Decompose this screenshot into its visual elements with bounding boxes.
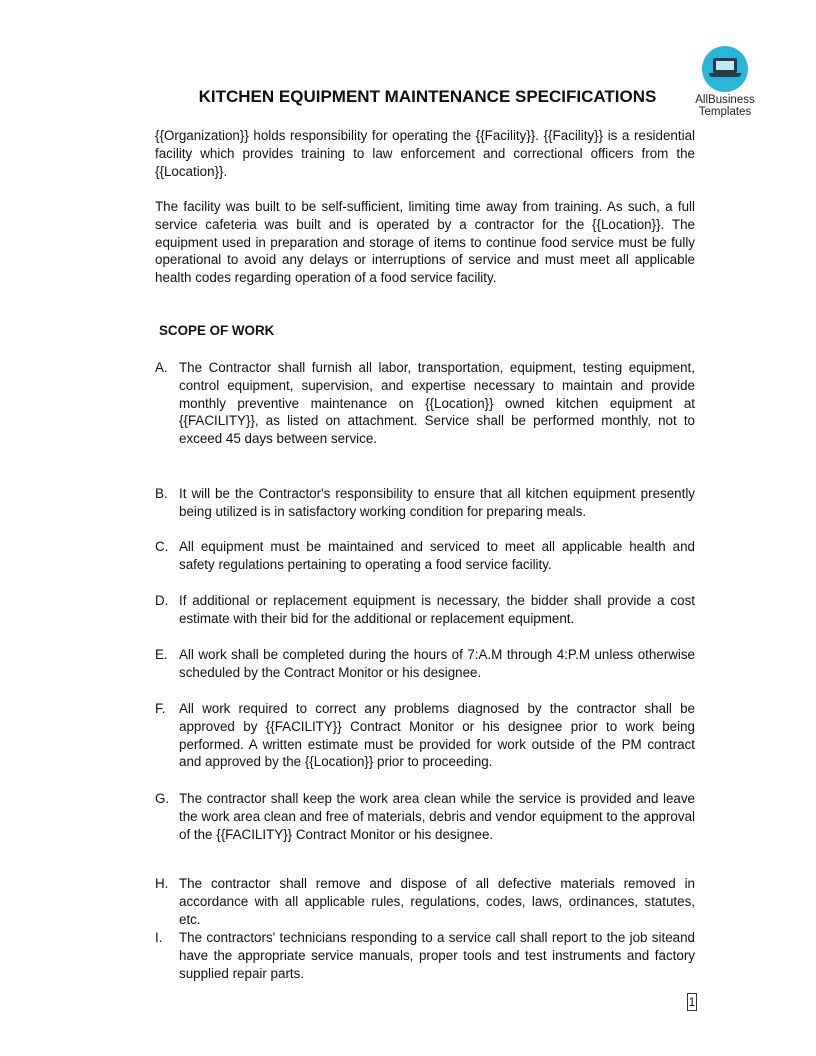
scope-item-a <box>155 359 695 448</box>
item-letter: A. <box>155 360 168 375</box>
item-letter: E. <box>155 647 168 662</box>
item-letter: B. <box>155 486 168 501</box>
document-title: KITCHEN EQUIPMENT MAINTENANCE SPECIFICATIONS <box>198 87 657 106</box>
item-letter: D. <box>155 593 169 608</box>
item-text: All work required to correct any problems diagnosed by the contractor shall be approved by {{FACILITY}} Contract Monitor or his designee prior to work being performed. A written estimate must be provided for work outside of the PM contract and approved by the {{Location}} prior to proceeding. <box>179 701 695 770</box>
page-number: 1 <box>688 995 696 1009</box>
item-text: The contractors' technicians responding to a service call shall report to the job siteand have the appropriate service manuals, proper tools and test instruments and factory supplied repair parts. <box>179 930 695 981</box>
logo-line-2: Templates <box>698 106 752 118</box>
allbusiness-logo[interactable] <box>684 46 766 118</box>
logo-line-1: AllBusiness <box>695 94 755 106</box>
item-letter: I. <box>155 930 163 945</box>
scope-item-i <box>155 929 695 982</box>
scope-item-b <box>155 485 695 521</box>
item-text: The contractor shall remove and dispose of all defective materials removed in accordance with all applicable rules, regulations, codes, laws, ordinances, statutes, etc. <box>179 876 695 927</box>
item-letter: C. <box>155 539 169 554</box>
item-text: If additional or replacement equipment is necessary, the bidder shall provide a cost estimate with their bid for the additional or replacement equipment. <box>179 593 695 626</box>
item-text: It will be the Contractor's responsibility to ensure that all kitchen equipment presently being utilized is in satisfactory working condition for preparing meals. <box>179 486 695 519</box>
item-letter: H. <box>155 876 169 891</box>
laptop-icon <box>702 46 748 92</box>
scope-item-h <box>155 875 695 928</box>
intro-paragraph-2: The facility was built to be self-sufficient, limiting time away from training. As such, a full service cafeteria was built and is operated by a contractor for the {{Location}}. The equipment used in preparation and storage of items to continue food service must be fully operational to avoid any delays or interruptions of service and must meet all applicable health codes regarding operation of a food service facility. <box>155 199 695 286</box>
item-letter: F. <box>155 701 166 716</box>
scope-item-d <box>155 592 695 628</box>
item-text: The Contractor shall furnish all labor, transportation, equipment, testing equipment, control equipment, supervision, and expertise necessary to maintain and provide monthly preventive maintenance on {{Location}} owned kitchen equipment at {{FACILITY}}, as listed on attachment. Service shall be performed monthly, not to exceed 45 days between service. <box>179 360 695 447</box>
item-text: All work shall be completed during the hours of 7:A.M through 4:P.M unless otherwise scheduled by the Contract Monitor or his designee. <box>179 647 695 680</box>
item-text: The contractor shall keep the work area clean while the service is provided and leave the work area clean and free of materials, debris and vendor equipment to the approval of the {{FACILITY}} Contract Monitor or his designee. <box>179 791 695 842</box>
scope-item-c <box>155 538 695 574</box>
scope-item-e <box>155 646 695 682</box>
scope-item-g <box>155 790 695 843</box>
scope-item-f <box>155 700 695 771</box>
item-text: All equipment must be maintained and serviced to meet all applicable health and safety regulations pertaining to operating a food service facility. <box>179 539 695 572</box>
intro-paragraph-1: {{Organization}} holds responsibility for operating the {{Facility}}. {{Facility}} is a residential facility which provides training to law enforcement and correctional officers from the {{Location}}. <box>155 128 695 179</box>
item-letter: G. <box>155 791 170 806</box>
scope-heading: SCOPE OF WORK <box>159 323 275 338</box>
